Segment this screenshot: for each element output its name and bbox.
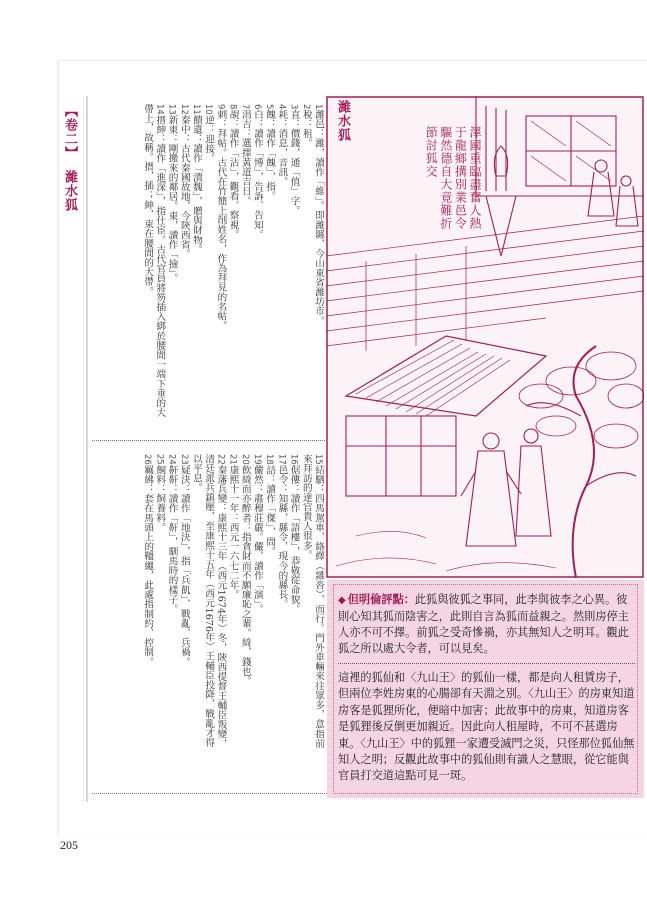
inscription-line: 澤國重臨盡奮人熱 bbox=[468, 126, 482, 230]
footnote-number: 8 bbox=[227, 104, 238, 110]
footnote-item bbox=[214, 104, 226, 422]
footnotes-bottom bbox=[92, 454, 324, 754]
footnote-item bbox=[263, 454, 275, 754]
illustration-inscription bbox=[372, 126, 482, 286]
footnote-number: 25 bbox=[154, 454, 165, 465]
critique-lead: 但明倫評點： bbox=[347, 593, 415, 606]
margin-rule-thin bbox=[83, 96, 84, 802]
footnote-divider bbox=[92, 440, 327, 441]
footnote-text: 鼾鼾：讀作「鼾」，馴馬時的樣子。 bbox=[166, 464, 178, 614]
footnote-number: 26 bbox=[142, 454, 153, 465]
footnote-item bbox=[275, 454, 287, 754]
inscription-line: 驅然德自大竟難折 bbox=[438, 126, 453, 230]
footnote-number: 17 bbox=[276, 454, 287, 465]
footnote-text: 康熙十一年：西元一六七二年。 bbox=[227, 464, 239, 600]
inscription-line: 節討狐交 bbox=[424, 126, 439, 178]
footnote-text: 邑令：知縣，縣令，現今的縣長。 bbox=[276, 464, 288, 609]
footnote-item bbox=[178, 454, 190, 754]
footnote-text: 疑決：讀作「地決」，指「兵飢」，戰亂、兵禍。 bbox=[178, 464, 190, 667]
footnote-number: 7 bbox=[239, 104, 250, 110]
footnote-number: 15 bbox=[313, 454, 323, 465]
footnote-text: 稅：租。 bbox=[300, 109, 312, 148]
footnote-number: 1 bbox=[313, 104, 323, 110]
footnote-item bbox=[141, 454, 153, 754]
footnote-text: 羈紼：套在馬頭上的韁繩，此處指制約、控制。 bbox=[142, 464, 154, 667]
footnote-number: 24 bbox=[166, 454, 177, 465]
inscription-line: 于龍鄉搆別業邑令 bbox=[453, 126, 468, 230]
footnote-item bbox=[312, 104, 324, 422]
footnote-number: 14 bbox=[154, 104, 165, 115]
footnote-number: 5 bbox=[264, 104, 275, 110]
footnotes-top bbox=[92, 104, 324, 422]
footnote-item bbox=[190, 104, 202, 422]
footnote-text: 饋遺：讀作「潰魏」，贈與財物。 bbox=[190, 114, 202, 255]
footnote-divider-bottom bbox=[92, 793, 327, 794]
footnote-text: 新東：剛搬來的鄰居。東，讀作「撿」。 bbox=[166, 114, 178, 283]
footnote-item bbox=[287, 104, 299, 422]
footnote-text: 倨僂：讀作「語樓」，恭敬從命貌。 bbox=[288, 464, 300, 614]
footnote-item bbox=[300, 454, 324, 754]
diamond-bullet-icon: ◆ bbox=[338, 595, 346, 606]
chapter-volume-label: 【卷二】 bbox=[62, 104, 77, 160]
footnote-text: 逆：迎接。 bbox=[203, 114, 215, 163]
footnote-number: 2 bbox=[300, 104, 311, 110]
intro-paragraph: 這裡的狐仙和〈九山王〉的狐仙一樣，都是向人租賃房子，但兩位李姓房東的心腸卻有天淵之別。〈九山王〉的房東知道房客是狐狸所化，便暗中加害；此故事中的房東，知道房客是狐狸後反倒更加親近。因此向人租屋時，不可不甚選房東。〈九山王〉中的狐狸一家遭受滅門之災，只怪那位狐仙無知人之明；反觀此故事中的狐仙則有識人之慧眼，從它能與官員打交道這點可見一斑。 bbox=[338, 671, 635, 783]
footnote-number: 20 bbox=[239, 454, 250, 465]
footnote-text: 覘：讀作「沾」，觀看、察視。 bbox=[227, 109, 239, 240]
footnote-number: 13 bbox=[166, 104, 177, 115]
margin-rule bbox=[86, 96, 88, 802]
critique-paragraph bbox=[338, 592, 635, 657]
footnote-text: 白：讀作「博」，告訴、告知。 bbox=[251, 109, 263, 240]
footnote-number: 4 bbox=[276, 104, 287, 110]
footnote-text: 耗：消息，音訊。 bbox=[276, 109, 288, 187]
footnote-item bbox=[239, 454, 251, 754]
footnote-number: 6 bbox=[251, 104, 262, 110]
footnote-text: 餇料：飼養料。 bbox=[154, 464, 166, 533]
footnote-number: 19 bbox=[251, 454, 262, 465]
footnote-number: 23 bbox=[178, 454, 189, 465]
footnote-item bbox=[287, 454, 299, 754]
footnote-text: 涓吉：選擇黃道吉日。 bbox=[239, 109, 251, 206]
footnote-item bbox=[141, 104, 165, 422]
critique-text: 此狐與彼狐之事同，此李與彼李之心異。彼則心知其狐而陰害之，此則自言為狐而益親之。然則房停主人亦不可不擇。前狐之受奇慘禍，亦其無知人之明耳。觀此狐之所以處大令者，可以見矣。 bbox=[338, 593, 629, 655]
footnote-item bbox=[275, 104, 287, 422]
footnote-text: 儼然：肅穆莊嚴。儼，讀作「演」。 bbox=[251, 464, 263, 614]
footnote-text: 濰邑：濰，讀作「維」。即濰縣，今山東省濰坊市。 bbox=[313, 109, 324, 326]
footnote-number: 16 bbox=[288, 454, 299, 465]
footnote-text: 直：價錢，通「值」字。 bbox=[288, 109, 300, 216]
footnote-number: 18 bbox=[264, 454, 275, 465]
footnote-number: 3 bbox=[288, 104, 299, 110]
footnote-text: 餽：讀作「餽」，指。 bbox=[264, 109, 276, 201]
footnote-text: 秦藩兵變：康熙十三年（西元1674年）冬，陝西提督王輔臣叛變，清廷派兵鎮壓，至康熙十五年（西元1676年）王輔臣投降，戰亂才得以平息。 bbox=[190, 454, 227, 749]
illustration-title: 濰水狐 bbox=[335, 100, 350, 142]
footnote-number: 22 bbox=[215, 454, 226, 465]
footnote-item bbox=[178, 104, 190, 422]
footnote-item bbox=[251, 454, 263, 754]
commentary-divider bbox=[338, 663, 635, 664]
footnote-item bbox=[165, 454, 177, 754]
footnote-item bbox=[226, 454, 238, 754]
footnote-item bbox=[202, 104, 214, 422]
chapter-marker bbox=[60, 104, 78, 212]
footnote-item bbox=[251, 104, 263, 422]
footnote-number: 10 bbox=[203, 104, 214, 115]
page-number: 205 bbox=[60, 838, 78, 852]
footnote-number: 11 bbox=[190, 104, 201, 115]
footnote-item bbox=[190, 454, 227, 754]
footnote-item bbox=[226, 104, 238, 422]
footnote-text: 搢紳：讀作「進深」，指仕宦。古代官員將笏插入綁於腰間一端下垂的大帶上，故稱。搢，插；紳，束在腰間的大帶。 bbox=[142, 104, 166, 418]
footnote-number: 9 bbox=[215, 104, 226, 110]
footnote-item bbox=[165, 104, 177, 422]
footnote-item bbox=[300, 104, 312, 422]
footnote-text: 刺：拜帖。古代在竹簡上削姓名，作為拜見的名帖。 bbox=[215, 109, 227, 331]
footnote-item bbox=[153, 454, 165, 754]
footnote-number: 12 bbox=[178, 104, 189, 115]
footnote-text: 飲綺而亦醉者：指貪財而不願廉恥之輩。綺，錢也。 bbox=[239, 464, 251, 686]
footnote-number: 21 bbox=[227, 454, 238, 465]
footnote-text: 詰：讀作「傑」，問。 bbox=[264, 464, 276, 557]
footnote-item bbox=[239, 104, 251, 422]
footnote-text: 秦中：古代秦國故地，今陝西省。 bbox=[178, 114, 190, 259]
footnote-item bbox=[263, 104, 275, 422]
chapter-title: 濰水狐 bbox=[62, 169, 77, 212]
footnote-text: 結駟：四馬駕車，絡繹（雜沓），而行。門外車輛來往眾多，意指前來拜訪的達官貴人很多。 bbox=[300, 454, 324, 749]
